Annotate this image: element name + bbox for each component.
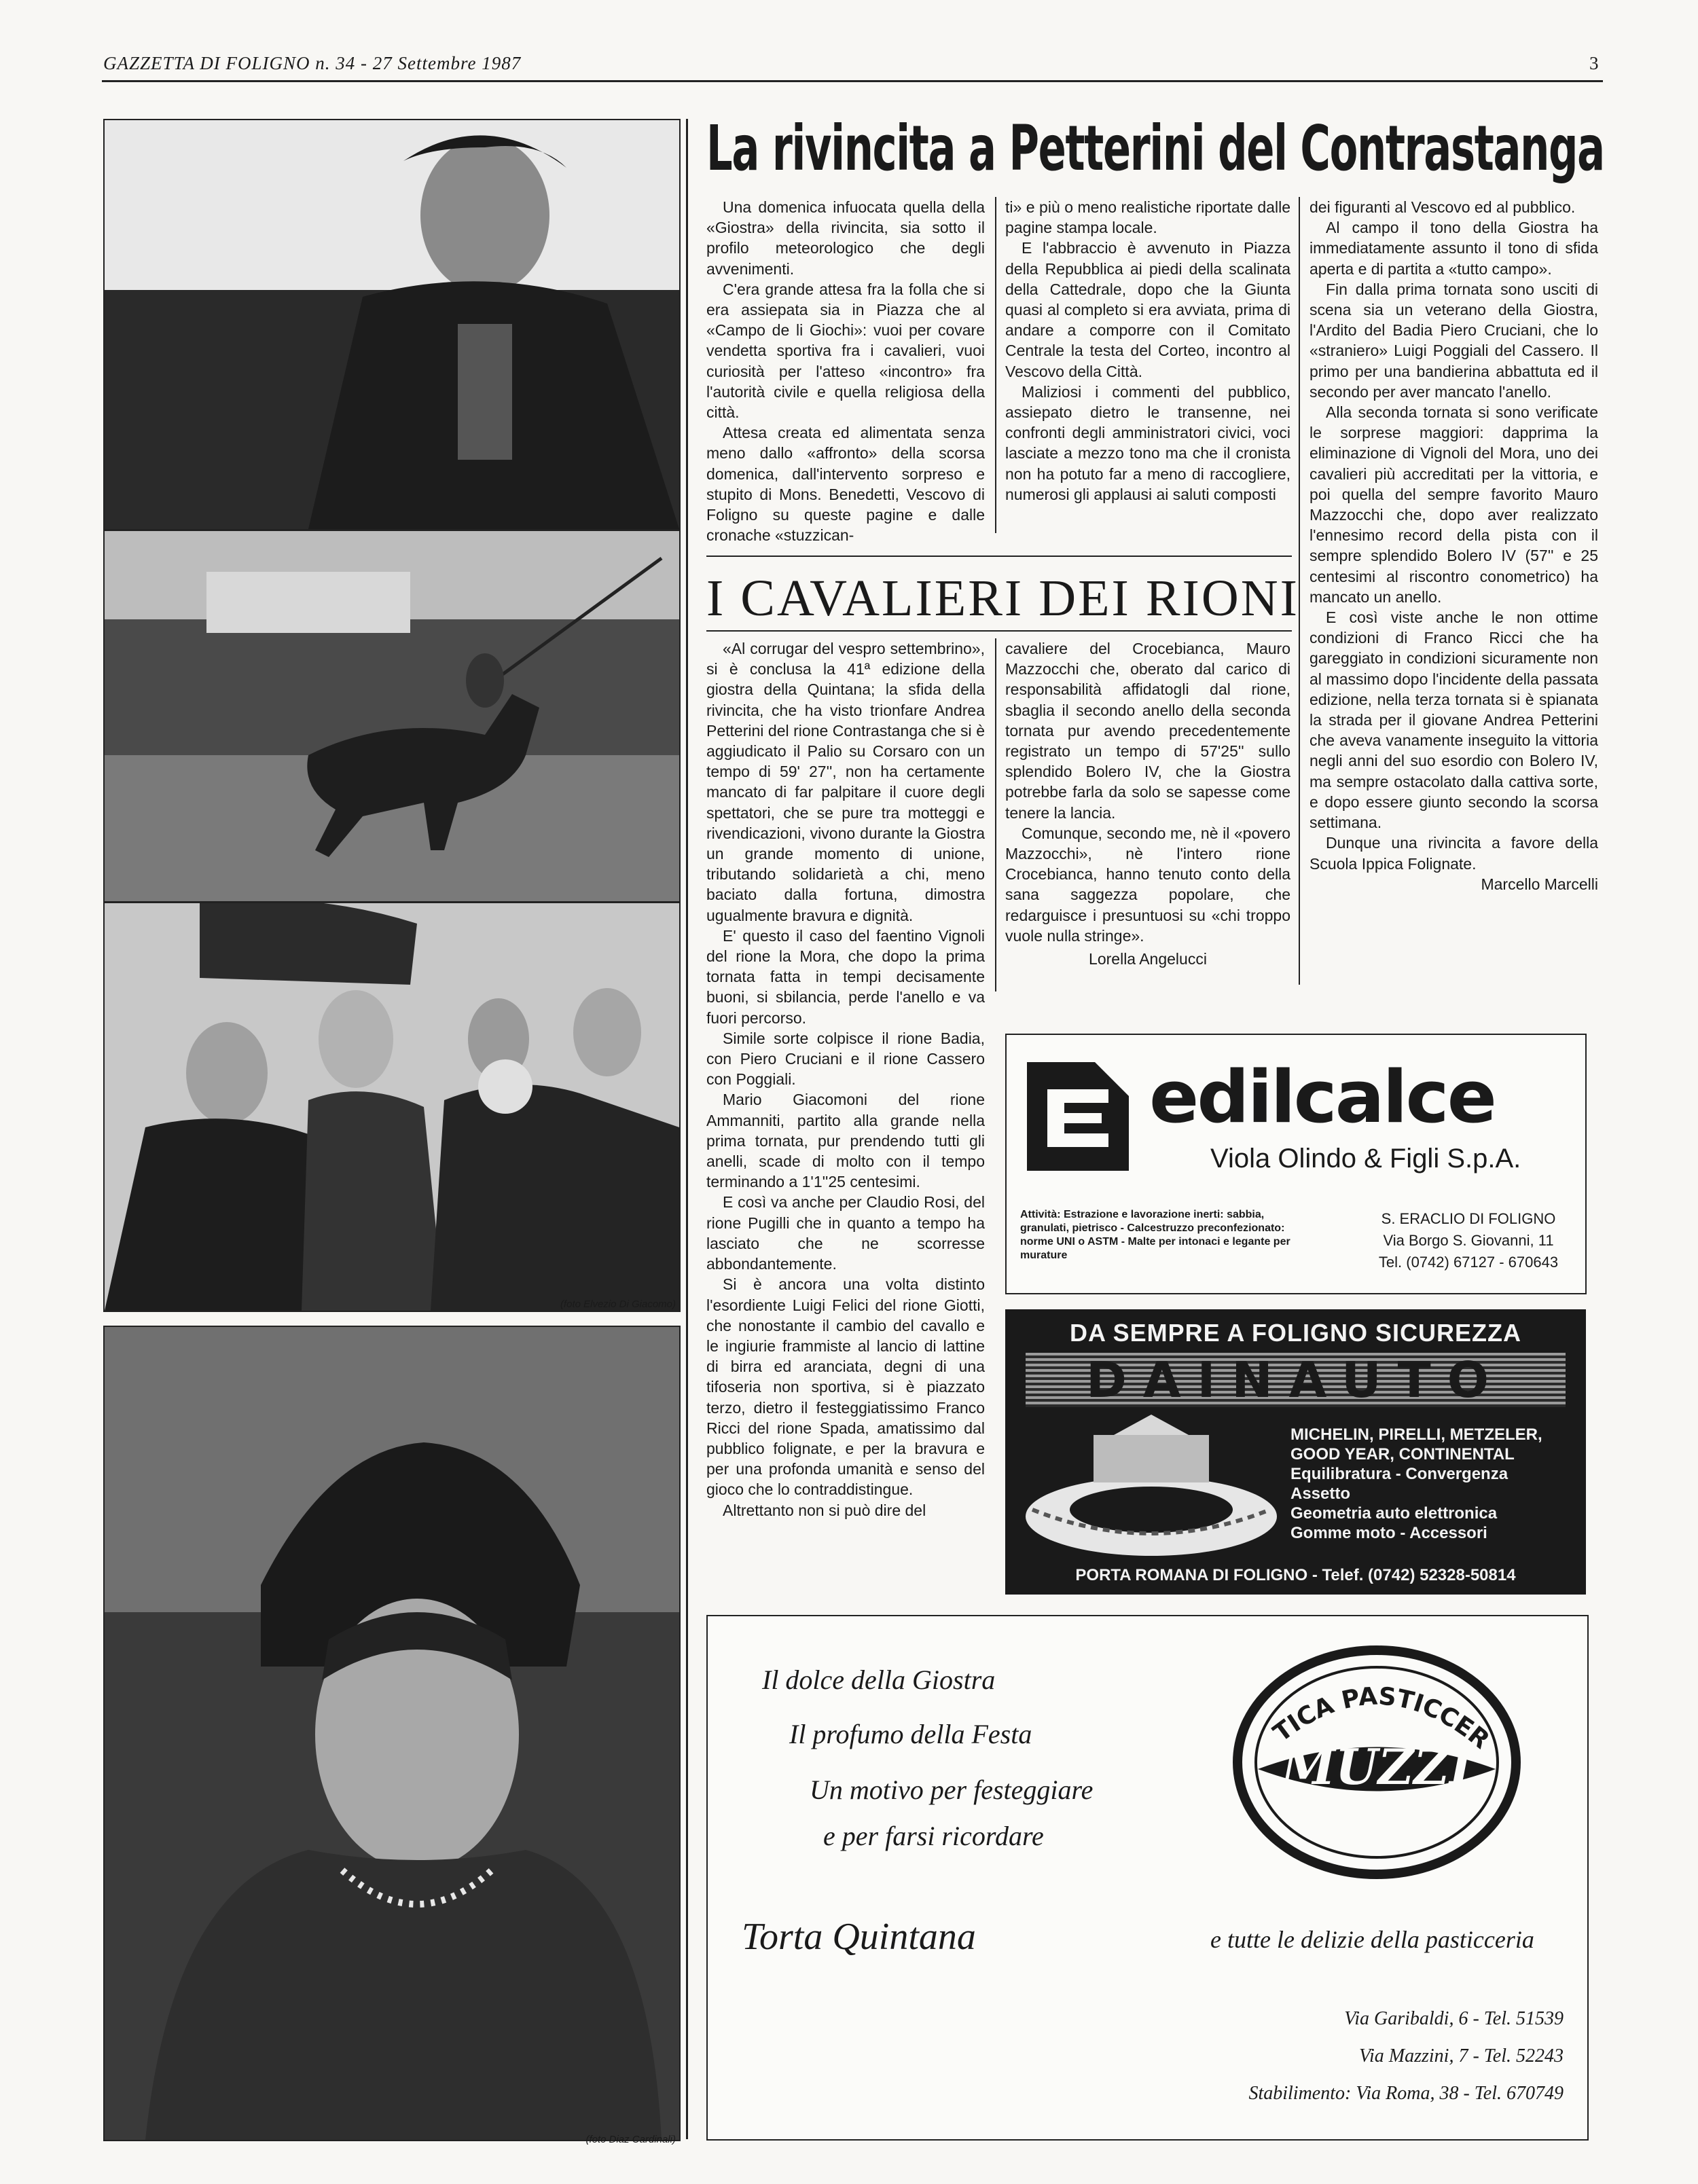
paragraph: Alla seconda tornata si sono verificate le sorprese maggiori: dapprima la eliminazione di Vignoli del Mora, uno dei cavalieri più accreditati per la vittoria, e poi quella del sempre favorito Mauro Mazzocchi che, dopo aver realizzato l'ennesimo record della pista con il sempre splendido Bolero IV (57'' e 25 centesimi al riscontro conometrico) ha mancato un anello. (1309, 403, 1598, 606)
paragraph: E così va anche per Claudio Rosi, del rione Pugilli che in quanto a tempo ha lasciato che ne scorresse abbondantemente. (706, 1193, 985, 1273)
paragraph: cavaliere del Crocebianca, Mauro Mazzocchi che, oberato dal carico di responsabilità affidatogli dal rione, sbaglia il secondo anello della seconda tornata pur avendo precedentemente registrato un tempo di 57'25'' sullo splendido Bolero IV, che la Giostra potrebbe farla da solo se sapesse come tenere la lancia. (1005, 640, 1290, 822)
article2-author: Lorella Angelucci (1089, 950, 1207, 968)
page-number: 3 (1589, 53, 1600, 73)
muzzi-address: Stabilimento: Via Roma, 38 - Tel. 670749 (1248, 2083, 1564, 2104)
paragraph: Attesa creata ed alimentata senza meno dallo «affronto» della scorsa domenica, dall'intervento sorpreso e stupito di Mons. Benedetti, Vescovo di Foligno su queste pagine e dalle cronache «stuzzican- (706, 424, 985, 545)
paragraph: C'era grande attesa fra la folla che si era assiepata sia in Piazza che al «Campo de li Giochi»: vuoi per covare vendetta sportiva fra i cavalieri, vuoi curiosità per l'atteso «incontro» fra l'autorità civile e quella religiosa della città. (706, 280, 985, 422)
photo-credit-1: (foto Elvezio Di Giacomo) (560, 1298, 676, 1310)
article1-headline: La rivincita a Petterini del Contrastanga (706, 112, 1604, 185)
paragraph: Altrettanto non si può dire del (723, 1501, 926, 1519)
service-line: Geometria auto elettronica (1290, 1504, 1498, 1523)
muzzi-address: Via Garibaldi, 6 - Tel. 51539 (1344, 2008, 1564, 2029)
muzzi-address: Via Mazzini, 7 - Tel. 52243 (1358, 2045, 1564, 2067)
section-rule (706, 630, 1292, 632)
paragraph: Maliziosi i commenti del pubblico, assiepato dietro le transenne, nei confronti degli amministratori civici, voci lasciate a mezzo tono ma che il cronista non ha potuto far a meno di raccogliere, numerosi gli applausi ai saluti composti (1005, 382, 1290, 503)
photo-lady-portrait (103, 1326, 681, 2141)
paragraph: «Al corrugar del vespro settembrino», si è conclusa la 41ª edizione della giostra della Quintana; la sfida della rivincita, che ha visto trionfare Andrea Petterini del rione Contrastanga che si è aggiudicato il Palio su Corsaro con un tempo di 59' 27'', non ha certamente mancato di far palpitare il cuore degli spettatori, che se pure tra motteggi e rivendicazioni, vivono durante la Giostra un grande momento di unione, tributando solidarietà a chi, meno baciato dalla fortuna, dimostra ugualmente bravura e dignità. (706, 640, 985, 924)
muzzi-logo-arc: TICA PASTICCER (1268, 1682, 1495, 1755)
article2-column-1 (706, 638, 985, 1521)
article1-author: Marcello Marcelli (1481, 875, 1598, 893)
article1-column-1 (706, 197, 985, 545)
dainauto-services (1290, 1425, 1576, 1543)
muzzi-logo-icon (1231, 1643, 1523, 1881)
paragraph: E così viste anche le non ottime condizioni di Franco Ricci che ha gareggiato in condizioni sicuramente non al massimo dopo l'incidente della passata edizione, nella terza tornata si è spianata la strada per il giovane Andrea Petterini che aveva vanamente inseguito la vittoria negli anni del suo esordio con Bolero IV, ma sempre ostacolato dalla cattiva sorte, e dopo essere giunto secondo la scorsa settimana. (1309, 608, 1598, 832)
edilcalce-company: Viola Olindo & Figli S.p.A. (1210, 1144, 1521, 1173)
dainauto-brand: DAINAUTO (1026, 1353, 1566, 1407)
muzzi-logo-name: MUZZI (1281, 1738, 1473, 1796)
muzzi-line: Il profumo della Festa (789, 1719, 1032, 1749)
muzzi-product: Torta Quintana (742, 1916, 976, 1958)
paragraph: Si è ancora una volta distinto l'esordiente Luigi Felici del rione Giotti, che nonostante il cambio del cavallo e le ingiurie frammiste al lancio di lattine di birra ed aranciata, degni di una tifoseria non sportiva, si è piazzato terzo, dietro il festeggiatissimo Franco Ricci del rione Spada, amatissimo dal pubblico folignate, e per la bravura e per una profonda umanità e senso del gioco che lo contraddistingue. (706, 1275, 985, 1499)
service-line: Assetto (1290, 1485, 1351, 1503)
photo-credit-2: (foto Diaz Cardinali) (585, 2134, 676, 2145)
service-line: MICHELIN, PIRELLI, METZELER, (1290, 1425, 1542, 1444)
paragraph: ti» e più o meno realistiche riportate dalle pagine stampa locale. (1005, 198, 1290, 237)
edilcalce-address: Via Borgo S. Giovanni, 11 (1383, 1232, 1554, 1249)
masthead: GAZZETTA DI FOLIGNO n. 34 - 27 Settembre 1987 (103, 53, 522, 73)
edilcalce-activity: Attività: Estrazione e lavorazione inerti: sabbia, granulati, pietrisco - Calcestruzzo preconfezionato: norme UNI o ASTM - Malte per intonaci e legante per murature (1020, 1209, 1290, 1261)
photo-celebration (103, 902, 681, 1312)
article2-headline: I CAVALIERI DEI RIONI (706, 570, 1299, 627)
photo-horse-joust (103, 530, 681, 903)
article2-column-2 (1005, 638, 1290, 969)
photo-rider-portrait (103, 119, 681, 530)
ad-muzzi (706, 1615, 1589, 2141)
service-line: Gomme moto - Accessori (1290, 1524, 1487, 1542)
paragraph: Una domenica infuocata quella della «Giostra» della rivincita, sia sotto il profilo meteorologico che degli avvenimenti. (706, 198, 985, 278)
tire-icon (1019, 1415, 1284, 1557)
muzzi-tagline: e tutte le delizie della pasticceria (1210, 1926, 1534, 1953)
paragraph: Mario Giacomoni del rione Ammanniti, partito alla grande nella prima tornata, pur prendendo tutti gli anelli, scade di molto con il tempo terminando a 1'1''25 centesimi. (706, 1091, 985, 1191)
paragraph: Fin dalla prima tornata sono usciti di scena sia un veterano della Giostra, l'Ardito del Badia Piero Cruciani, che lo «straniero» Luigi Poggiali del Cassero. Il primo per una bandierina abbattuta ed il secondo per aver mancato l'anello. (1309, 280, 1598, 401)
edilcalce-contact (1360, 1208, 1577, 1273)
column-divider (995, 197, 996, 533)
ad-edilcalce (1005, 1034, 1587, 1294)
service-line: Equilibratura - Convergenza (1290, 1465, 1509, 1483)
paragraph: Al campo il tono della Giostra ha immediatamente assunto il tono di sfida aperta e di partita a «tutto campo». (1309, 219, 1598, 278)
service-line: GOOD YEAR, CONTINENTAL (1290, 1445, 1515, 1463)
paragraph: E' questo il caso del faentino Vignoli del rione la Mora, che dopo la prima tornata fatta in tempi decisamente buoni, si sbilancia, perde l'anello e va fuori percorso. (706, 926, 985, 1027)
paragraph: Simile sorte colpisce il rione Badia, con Piero Cruciani e il rione Cassero con Poggiali. (706, 1029, 985, 1089)
edilcalce-brand: edilcalce (1149, 1055, 1495, 1139)
article1-column-2 (1005, 197, 1290, 505)
dainauto-tagline: DA SEMPRE A FOLIGNO SICUREZZA (1069, 1319, 1521, 1347)
article1-column-3 (1309, 197, 1598, 894)
paragraph: E l'abbraccio è avvenuto in Piazza della Repubblica ai piedi della scalinata della Cattedrale, dopo che la Giunta quasi al completo si era avviata, prima di andare a comporre con il Comitato Centrale la testa del Corteo, incontro al Vescovo della Città. (1005, 239, 1290, 380)
paragraph: Dunque una rivincita a favore della Scuola Ippica Folignate. (1309, 834, 1598, 873)
muzzi-logo (1231, 1643, 1523, 1881)
muzzi-addresses (1183, 2000, 1564, 2112)
muzzi-line: e per farsi ricordare (823, 1821, 1044, 1851)
edilcalce-location: S. ERACLIO DI FOLIGNO (1381, 1210, 1556, 1227)
ad-dainauto (1005, 1309, 1586, 1595)
column-rule (686, 119, 688, 2139)
section-rule (706, 556, 1292, 557)
muzzi-line: Il dolce della Giostra (762, 1664, 996, 1695)
header-rule (102, 80, 1603, 82)
edilcalce-logo-icon (1027, 1062, 1129, 1171)
dainauto-footer: PORTA ROMANA DI FOLIGNO - Telef. (0742) 52328-50814 (1075, 1566, 1516, 1584)
paragraph: Comunque, secondo me, nè il «povero Mazzocchi», nè l'intero rione Crocebianca, hanno tenuto conto della sana saggezza popolare, che redarguisce i presuntuosi su «chi troppo vuole nulla stringe». (1005, 824, 1290, 945)
edilcalce-phone: Tel. (0742) 67127 - 670643 (1378, 1254, 1559, 1271)
column-divider (995, 638, 996, 991)
paragraph: dei figuranti al Vescovo ed al pubblico. (1309, 198, 1576, 216)
muzzi-line: Un motivo per festeggiare (810, 1774, 1094, 1805)
